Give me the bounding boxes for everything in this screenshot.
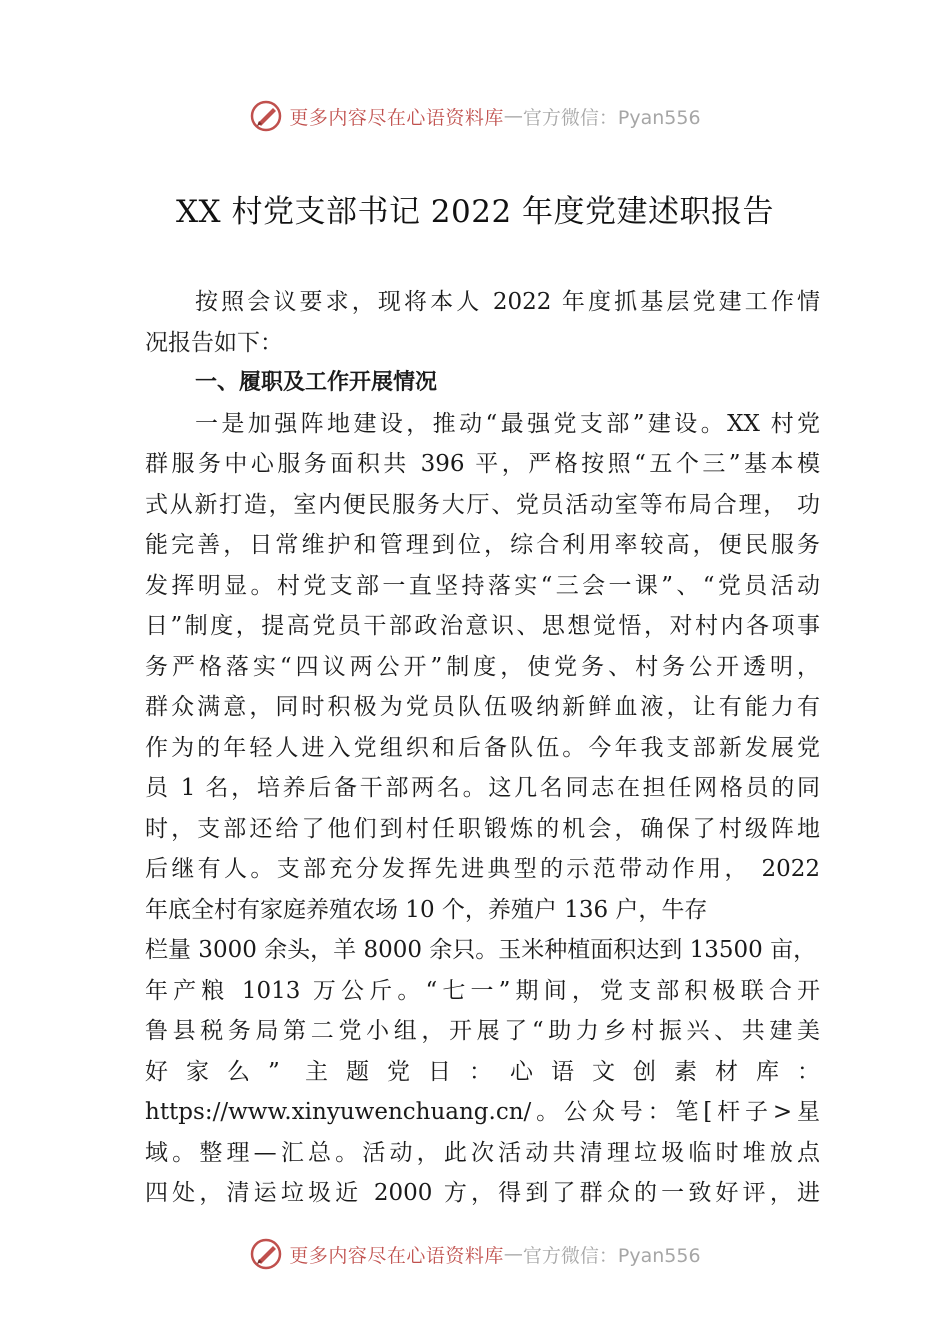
watermark-text: 更多内容尽在心语资料库 bbox=[289, 106, 504, 129]
watermark-dash: — bbox=[503, 1243, 523, 1265]
watermark-header bbox=[0, 96, 950, 136]
body-text-line: 鲁县税务局第二党小组，开展了“助力乡村振兴、共建美 bbox=[145, 1018, 820, 1044]
body-text-line: 务严格落实“四议两公开”制度，使党务、村务公开透明， bbox=[145, 653, 820, 680]
body-text-line: 四处，清运垃圾近 2000 方，得到了群众的一致好评，进 bbox=[145, 1180, 820, 1206]
body-text-line: 群服务中心服务面积共 396 平，严格按照“五个三”基本模 bbox=[145, 451, 820, 477]
body-text-line: 员 1 名，培养后备干部两名。这几名同志在担任网格员的同 bbox=[145, 775, 820, 801]
body-text-line: 域。整理—汇总。活动，此次活动共清理垃圾临时堆放点 bbox=[145, 1139, 820, 1166]
section-heading: 一、履职及工作开展情况 bbox=[195, 370, 438, 395]
body-text-line: 发挥明显。村党支部一直坚持落实“三会一课”、“党员活动 bbox=[145, 572, 820, 599]
watermark-wechat: 官方微信：Pyan556 bbox=[522, 1244, 701, 1267]
watermark-text: 更多内容尽在心语资料库 bbox=[289, 1244, 504, 1267]
body-text-line: 况报告如下： bbox=[145, 329, 283, 356]
document-body bbox=[145, 282, 820, 1214]
body-text-line: 年底全村有家庭养殖农场 10 个，养殖户 136 户，牛存 bbox=[145, 896, 708, 923]
body-text-line: 一是加强阵地建设，推动“最强党支部”建设。XX 村党 bbox=[195, 410, 820, 437]
watermark-dash: — bbox=[503, 105, 523, 127]
body-text-line: 式从新打造，室内便民服务大厅、党员活动室等布局合理， 功 bbox=[145, 491, 820, 518]
body-text-line: 年产粮 1013 万公斤。“七一”期间，党支部积极联合开 bbox=[145, 977, 820, 1004]
body-text-line: https://www.xinyuwenchuang.cn/。公众号：笔[杆子>星 bbox=[145, 1099, 820, 1125]
watermark-footer bbox=[0, 1234, 950, 1274]
body-text-line: 群众满意，同时积极为党员队伍吸纳新鲜血液，让有能力有 bbox=[145, 694, 820, 720]
body-text-line: 按照会议要求，现将本人 2022 年度抓基层党建工作情 bbox=[195, 289, 820, 315]
pen-logo-icon bbox=[249, 1237, 283, 1271]
body-text-line: 好家么” 主题党日：心语文创素材库： bbox=[145, 1058, 820, 1085]
watermark-wechat: 官方微信：Pyan556 bbox=[522, 106, 701, 129]
body-text-line: 日”制度，提高党员干部政治意识、思想觉悟，对村内各项事 bbox=[145, 613, 820, 639]
body-text-line: 后继有人。支部充分发挥先进典型的示范带动作用， 2022 bbox=[145, 856, 820, 882]
pen-logo-icon bbox=[249, 99, 283, 133]
document-title: XX 村党支部书记 2022 年度党建述职报告 bbox=[175, 194, 775, 230]
body-text-line: 作为的年轻人进入党组织和后备队伍。今年我支部新发展党 bbox=[145, 734, 820, 761]
body-text-line: 栏量 3000 余头，羊 8000 余只。玉米种植面积达到 13500 亩， bbox=[145, 937, 817, 963]
body-text-line: 能完善，日常维护和管理到位，综合利用率较高，便民服务 bbox=[145, 532, 820, 558]
body-text-line: 时，支部还给了他们到村任职锻炼的机会，确保了村级阵地 bbox=[145, 815, 820, 842]
